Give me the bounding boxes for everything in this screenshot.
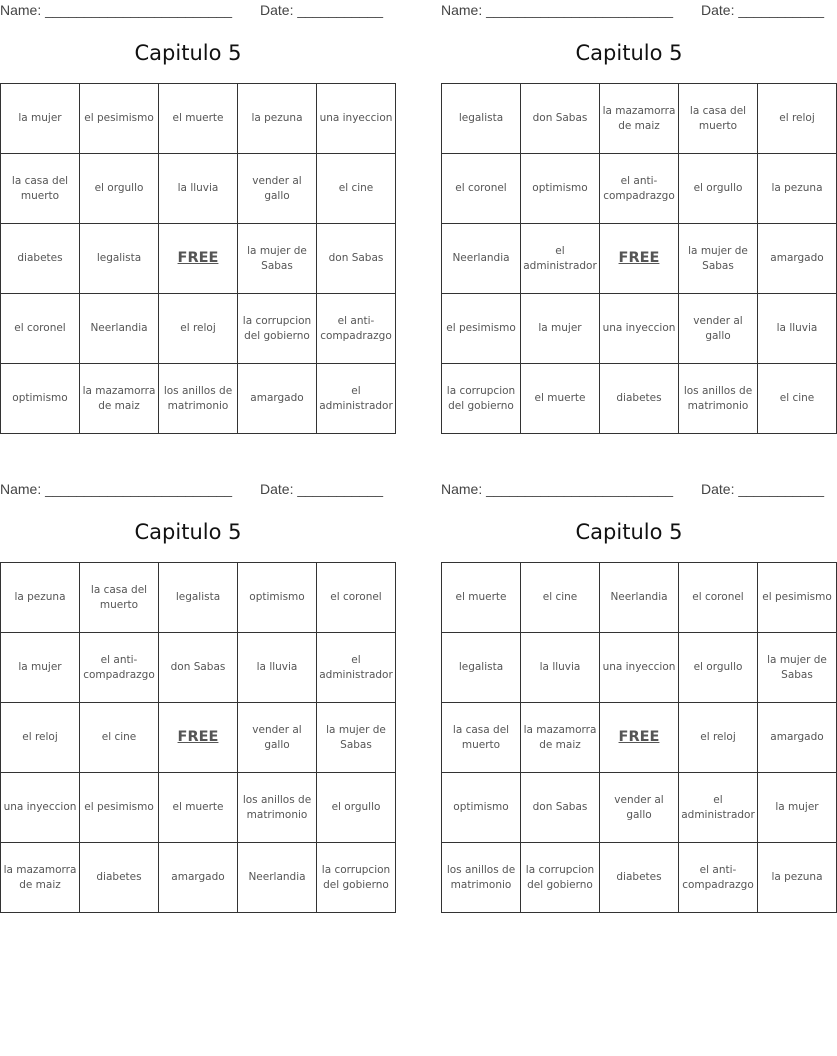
name-date-line [0, 2, 383, 20]
bingo-cell: el reloj [679, 703, 758, 773]
bingo-row [442, 84, 837, 154]
name-field-label: Name: ________________________ [0, 481, 232, 497]
bingo-cell: la mujer [1, 633, 80, 703]
free-space: FREE [600, 224, 679, 294]
bingo-cell: la lluvia [521, 633, 600, 703]
date-field-label: Date: ___________ [260, 2, 383, 18]
bingo-cell: amargado [758, 703, 837, 773]
bingo-cell: el coronel [679, 563, 758, 633]
card-title: Capitulo 5 [575, 520, 683, 544]
bingo-row [442, 703, 837, 773]
bingo-row [442, 633, 837, 703]
bingo-cell: el administrador [521, 224, 600, 294]
bingo-cell: los anillos de matrimonio [238, 773, 317, 843]
bingo-cell: la mujer [521, 294, 600, 364]
bingo-row [1, 154, 396, 224]
bingo-cell: el muerte [159, 773, 238, 843]
bingo-cell: diabetes [1, 224, 80, 294]
bingo-cell: el cine [80, 703, 159, 773]
bingo-cell: el anti-compadrazgo [679, 843, 758, 913]
bingo-cell: legalista [442, 84, 521, 154]
bingo-cell: la pezuna [238, 84, 317, 154]
bingo-cell: el administrador [317, 633, 396, 703]
bingo-cell: amargado [758, 224, 837, 294]
bingo-cell: optimismo [442, 773, 521, 843]
bingo-cell: el muerte [521, 364, 600, 434]
bingo-cell: don Sabas [317, 224, 396, 294]
bingo-cell: Neerlandia [442, 224, 521, 294]
bingo-cell: el pesimismo [80, 773, 159, 843]
name-date-line [441, 2, 824, 20]
bingo-cell: vender al gallo [238, 703, 317, 773]
bingo-cell: la corrupcion del gobierno [442, 364, 521, 434]
free-space: FREE [600, 703, 679, 773]
date-field-label: Date: ___________ [260, 481, 383, 497]
bingo-row [1, 364, 396, 434]
bingo-cell: una inyeccion [317, 84, 396, 154]
bingo-cell: el muerte [442, 563, 521, 633]
bingo-cell: la lluvia [238, 633, 317, 703]
bingo-cell: el orgullo [679, 633, 758, 703]
bingo-row [1, 294, 396, 364]
bingo-cell: amargado [159, 843, 238, 913]
bingo-row [1, 703, 396, 773]
bingo-cell: la mazamorra de maiz [600, 84, 679, 154]
bingo-card-1 [0, 0, 393, 440]
bingo-cell: la corrupcion del gobierno [521, 843, 600, 913]
bingo-cell: la mujer de Sabas [758, 633, 837, 703]
bingo-cell: el muerte [159, 84, 238, 154]
card-title: Capitulo 5 [575, 41, 683, 65]
bingo-cell: Neerlandia [600, 563, 679, 633]
bingo-cell: optimismo [1, 364, 80, 434]
name-date-line [441, 481, 824, 499]
bingo-cell: el pesimismo [442, 294, 521, 364]
bingo-cell: los anillos de matrimonio [442, 843, 521, 913]
free-space: FREE [159, 703, 238, 773]
bingo-row [1, 633, 396, 703]
bingo-cell: optimismo [238, 563, 317, 633]
bingo-cell: una inyeccion [600, 294, 679, 364]
bingo-row [442, 224, 837, 294]
bingo-row [1, 843, 396, 913]
bingo-cell: la casa del muerto [1, 154, 80, 224]
bingo-cell: el anti-compadrazgo [600, 154, 679, 224]
bingo-cell: el anti-compadrazgo [80, 633, 159, 703]
bingo-cell: el reloj [758, 84, 837, 154]
bingo-cell: el orgullo [679, 154, 758, 224]
bingo-cell: vender al gallo [679, 294, 758, 364]
bingo-cell: el pesimismo [758, 563, 837, 633]
bingo-cell: la mazamorra de maiz [1, 843, 80, 913]
bingo-cell: la lluvia [159, 154, 238, 224]
bingo-cell: legalista [80, 224, 159, 294]
bingo-cell: la lluvia [758, 294, 837, 364]
bingo-cell: la mazamorra de maiz [521, 703, 600, 773]
bingo-cell: los anillos de matrimonio [159, 364, 238, 434]
bingo-cell: el orgullo [80, 154, 159, 224]
bingo-cell: los anillos de matrimonio [679, 364, 758, 434]
bingo-cell: el administrador [317, 364, 396, 434]
bingo-cell: la pezuna [758, 154, 837, 224]
bingo-card-4 [441, 479, 832, 919]
bingo-row [442, 563, 837, 633]
bingo-cell: legalista [442, 633, 521, 703]
bingo-grid [0, 83, 396, 434]
bingo-row [442, 154, 837, 224]
bingo-cell: la pezuna [758, 843, 837, 913]
bingo-cell: Neerlandia [238, 843, 317, 913]
bingo-row [442, 773, 837, 843]
bingo-cell: el cine [317, 154, 396, 224]
bingo-grid [0, 562, 396, 913]
bingo-row [442, 294, 837, 364]
bingo-cell: vender al gallo [238, 154, 317, 224]
bingo-grid [441, 562, 837, 913]
bingo-cell: la casa del muerto [80, 563, 159, 633]
bingo-cell: el reloj [159, 294, 238, 364]
bingo-cell: el coronel [1, 294, 80, 364]
bingo-row [442, 364, 837, 434]
bingo-cell: el orgullo [317, 773, 396, 843]
bingo-cell: el administrador [679, 773, 758, 843]
bingo-cell: diabetes [600, 843, 679, 913]
bingo-card-2 [441, 0, 824, 440]
name-field-label: Name: ________________________ [441, 2, 673, 18]
bingo-cell: el coronel [317, 563, 396, 633]
bingo-cell: el cine [521, 563, 600, 633]
bingo-cell: la mujer de Sabas [679, 224, 758, 294]
bingo-cell: el reloj [1, 703, 80, 773]
bingo-cell: don Sabas [159, 633, 238, 703]
date-field-label: Date: ___________ [701, 481, 824, 497]
bingo-cell: la mujer [1, 84, 80, 154]
bingo-row [1, 773, 396, 843]
bingo-cell: una inyeccion [600, 633, 679, 703]
bingo-cell: optimismo [521, 154, 600, 224]
bingo-cell: el coronel [442, 154, 521, 224]
bingo-row [1, 84, 396, 154]
bingo-cell: la mujer de Sabas [238, 224, 317, 294]
bingo-row [1, 224, 396, 294]
bingo-cell: don Sabas [521, 84, 600, 154]
bingo-row [1, 563, 396, 633]
name-date-line [0, 481, 383, 499]
bingo-cell: el pesimismo [80, 84, 159, 154]
card-title: Capitulo 5 [134, 41, 242, 65]
bingo-cell: diabetes [80, 843, 159, 913]
bingo-cell: amargado [238, 364, 317, 434]
bingo-cell: la mujer [758, 773, 837, 843]
bingo-cell: la casa del muerto [679, 84, 758, 154]
bingo-grid [441, 83, 837, 434]
bingo-cell: la pezuna [1, 563, 80, 633]
bingo-row [442, 843, 837, 913]
bingo-cell: la casa del muerto [442, 703, 521, 773]
bingo-cell: Neerlandia [80, 294, 159, 364]
bingo-card-3 [0, 479, 393, 919]
bingo-cell: la mujer de Sabas [317, 703, 396, 773]
date-field-label: Date: ___________ [701, 2, 824, 18]
bingo-cell: una inyeccion [1, 773, 80, 843]
name-field-label: Name: ________________________ [441, 481, 673, 497]
bingo-cell: el cine [758, 364, 837, 434]
bingo-cell: el anti-compadrazgo [317, 294, 396, 364]
bingo-cell: legalista [159, 563, 238, 633]
free-space: FREE [159, 224, 238, 294]
name-field-label: Name: ________________________ [0, 2, 232, 18]
bingo-cell: la corrupcion del gobierno [238, 294, 317, 364]
bingo-cell: la corrupcion del gobierno [317, 843, 396, 913]
bingo-cell: la mazamorra de maiz [80, 364, 159, 434]
bingo-cell: diabetes [600, 364, 679, 434]
bingo-cell: vender al gallo [600, 773, 679, 843]
bingo-cell: don Sabas [521, 773, 600, 843]
card-title: Capitulo 5 [134, 520, 242, 544]
